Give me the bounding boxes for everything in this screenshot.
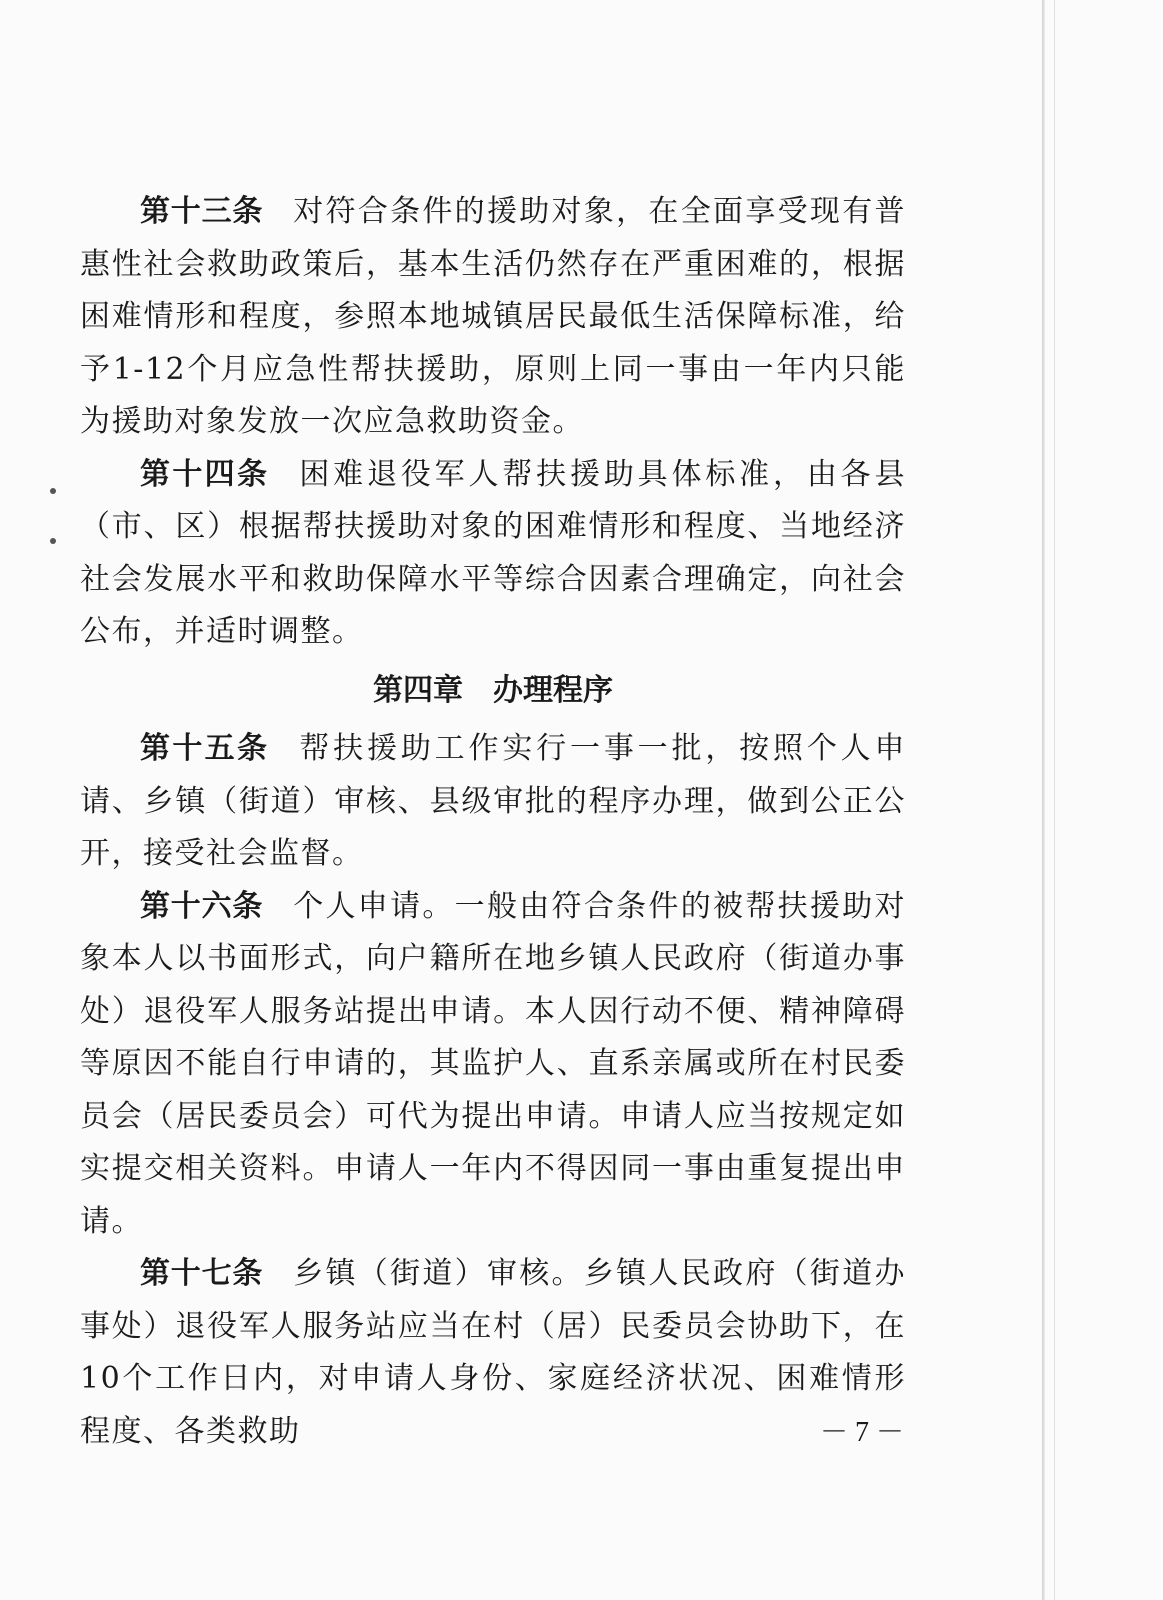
article-14-label: 第十四条 — [140, 456, 270, 492]
article-16 — [80, 881, 906, 1249]
document-body — [80, 186, 906, 1458]
article-16-label: 第十六条 — [140, 888, 264, 924]
article-13 — [80, 186, 906, 449]
article-15 — [80, 723, 906, 881]
chapter-heading — [80, 665, 906, 718]
article-13-text: 对符合条件的援助对象，在全面享受现有普惠性社会救助政策后，基本生活仍然存在严重困难的，根据困难情形和程度，参照本地城镇居民最低生活保障标准，给予1-12个月应急性帮扶援助，原则上同一事由一年内只能为援助对象发放一次应急救助资金。 — [80, 194, 907, 439]
chapter-number: 第四章 — [373, 672, 463, 708]
scan-mark — [50, 488, 56, 494]
article-14-text: 困难退役军人帮扶援助具体标准，由各县（市、区）根据帮扶援助对象的困难情形和程度、当地经济社会发展水平和救助保障水平等综合因素合理确定，向社会公布，并适时调整。 — [80, 456, 907, 649]
article-17 — [80, 1248, 906, 1458]
article-17-text: 乡镇（街道）审核。乡镇人民政府（街道办事处）退役军人服务站应当在村（居）民委员会协助下，在10个工作日内，对申请人身份、家庭经济状况、困难情形程度、各类救助 — [80, 1256, 907, 1449]
article-15-text: 帮扶援助工作实行一事一批，按照个人申请、乡镇（街道）审核、县级审批的程序办理，做到公正公开，接受社会监督。 — [80, 731, 907, 871]
article-17-label: 第十七条 — [140, 1256, 264, 1291]
page-number: － 7 － — [820, 1417, 905, 1448]
article-15-label: 第十五条 — [140, 731, 270, 766]
binding-edge — [1042, 0, 1045, 1600]
scan-mark — [50, 538, 56, 544]
article-13-label: 第十三条 — [140, 194, 264, 229]
binding-edge-line — [1054, 0, 1055, 1600]
article-16-text: 个人申请。一般由符合条件的被帮扶援助对象本人以书面形式，向户籍所在地乡镇人民政府（街道办事处）退役军人服务站提出申请。本人因行动不便、精神障碍等原因不能自行申请的，其监护人、直系亲属或所在村民委员会（居民委员会）可代为提出申请。申请人应当按规定如实提交相关资料。申请人一年内不得因同一事由重复提出申请。 — [80, 888, 907, 1239]
article-14 — [80, 449, 906, 659]
chapter-title: 办理程序 — [493, 672, 613, 708]
